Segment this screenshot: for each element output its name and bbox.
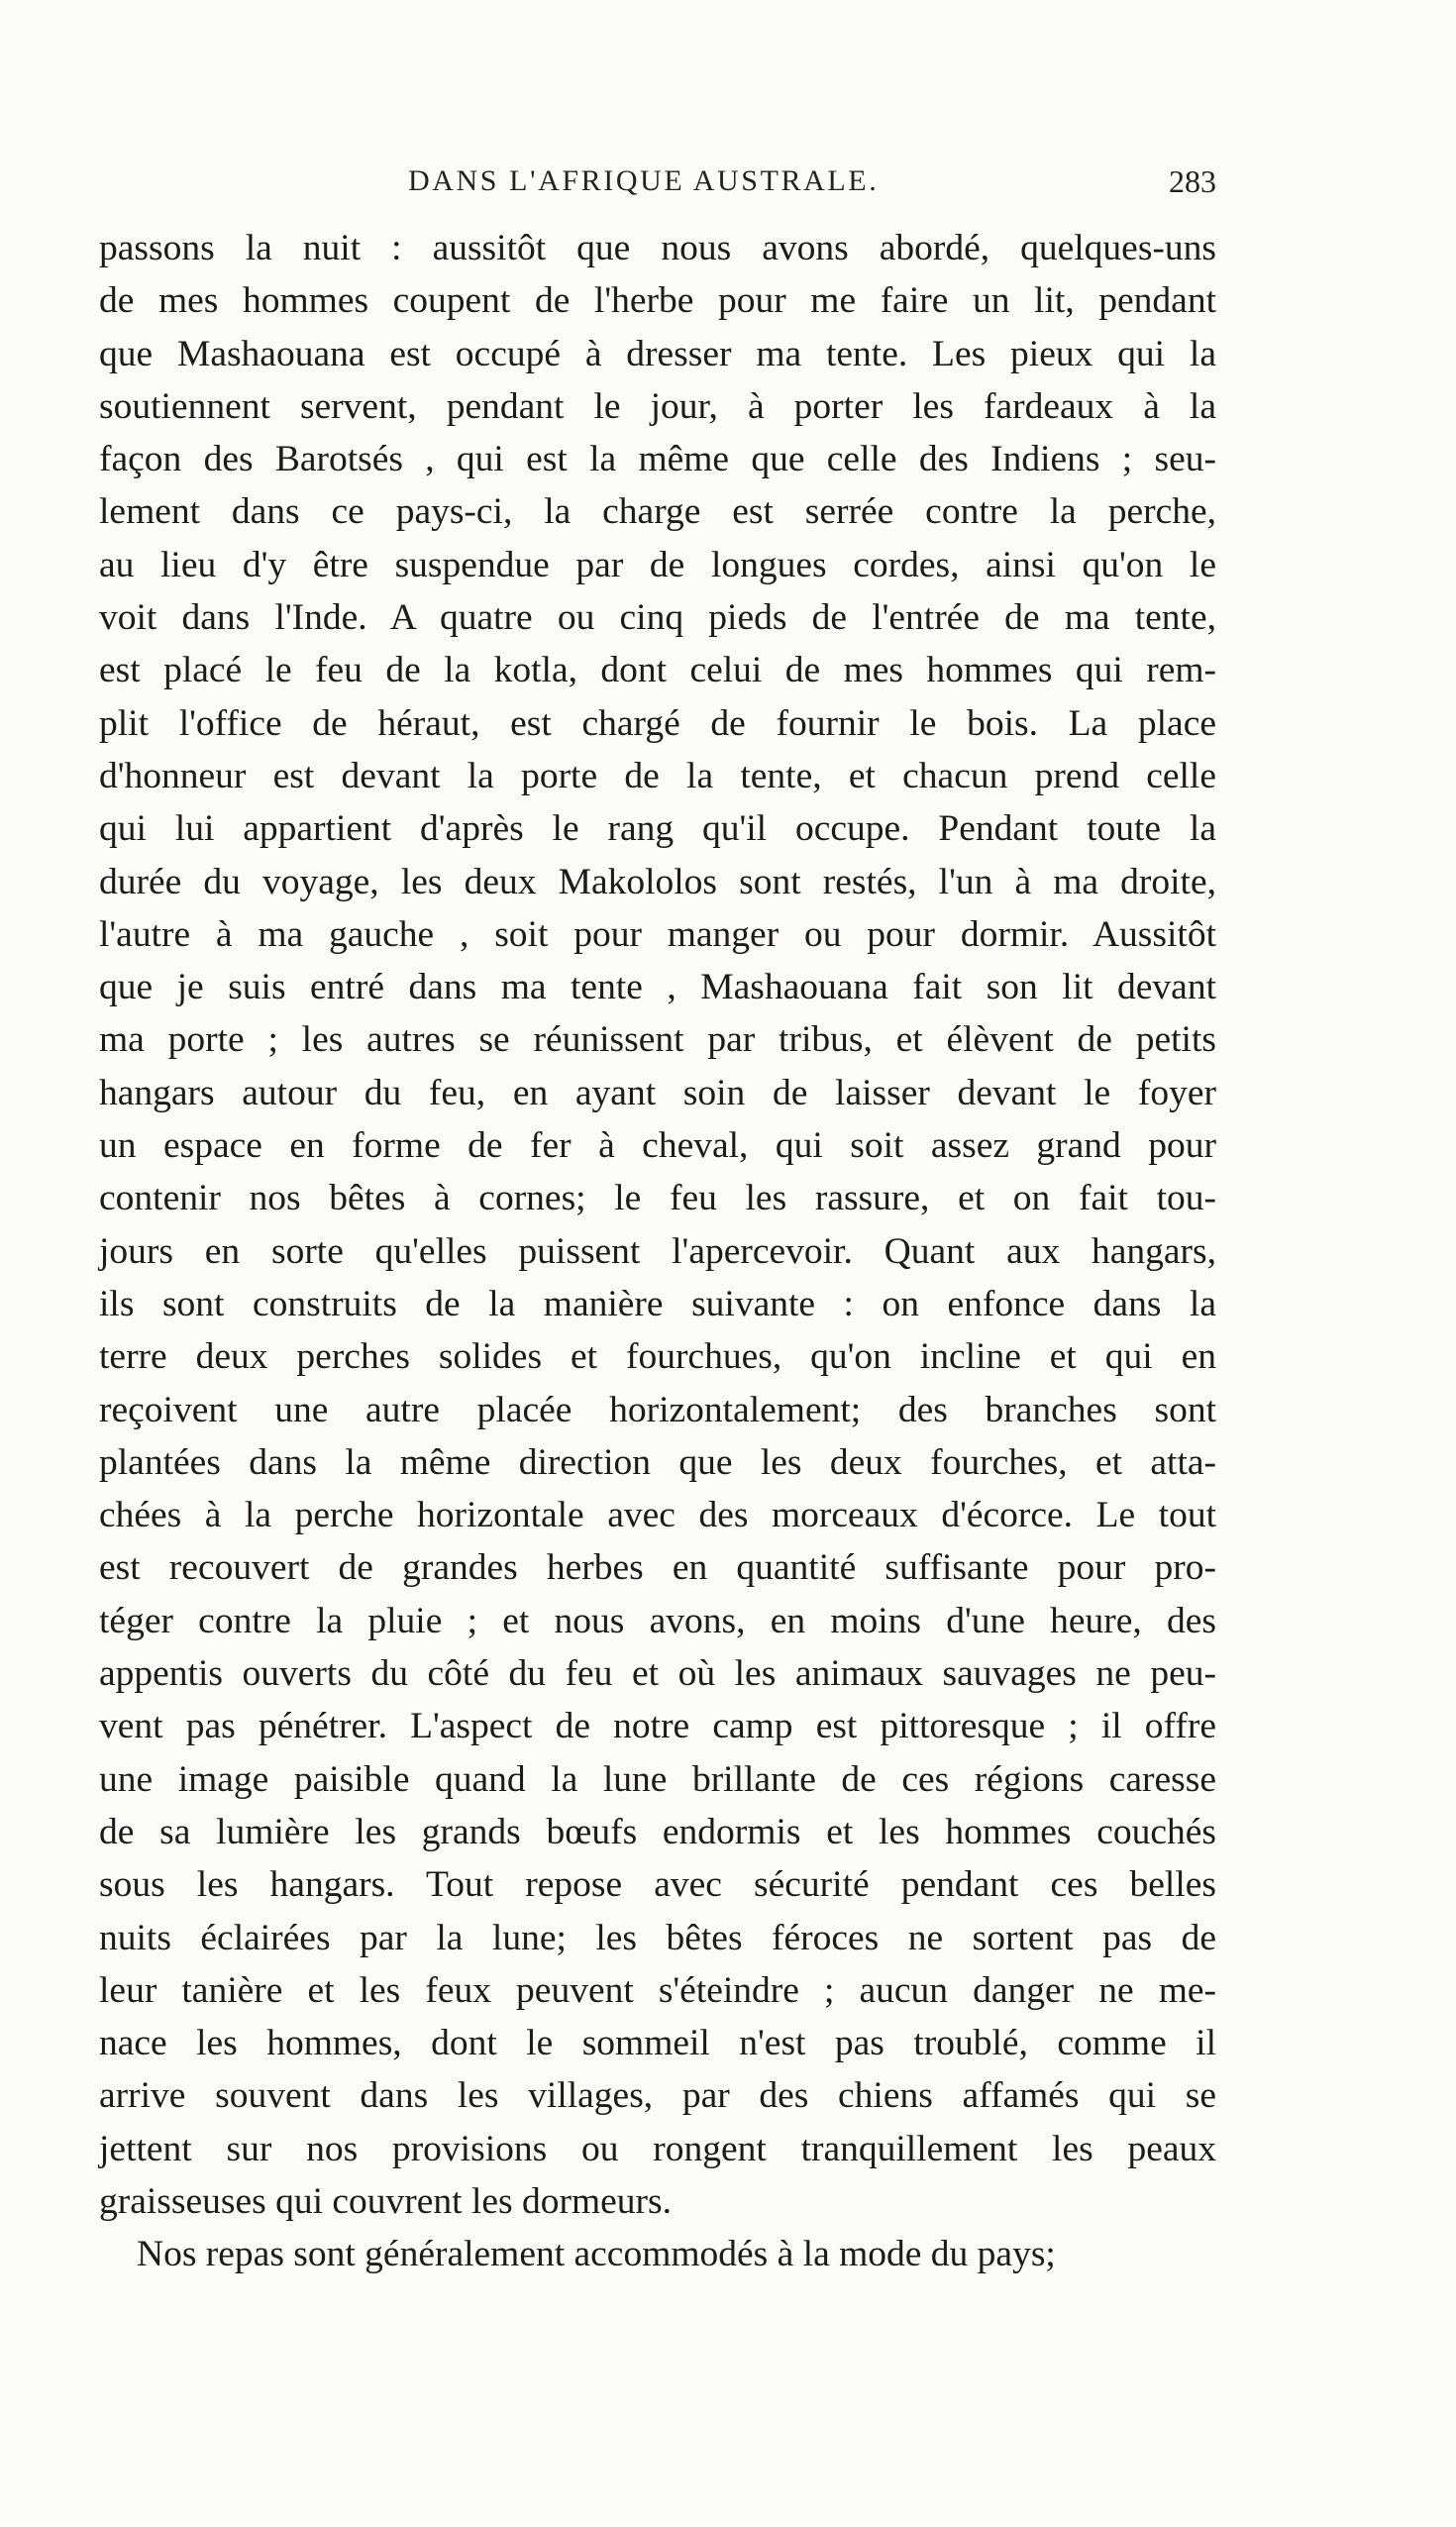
text-line: jettent sur nos provisions ou rongent tranquillement les peaux [99,2128,1216,2169]
text-line: téger contre la pluie ; et nous avons, en moins d'une heure, des [99,1600,1216,1641]
text-line: durée du voyage, les deux Makololos sont restés, l'un à ma droite, [99,861,1216,902]
text-line: reçoivent une autre placée horizontalement; des branches sont [99,1389,1216,1430]
text-line: plantées dans la même direction que les deux fourches, et atta- [99,1441,1216,1483]
text-line-paragraph-start: Nos repas sont généralement accommodés à la mode du pays; [137,2234,1056,2275]
text-line: jours en sorte qu'elles puissent l'apercevoir. Quant aux hangars, [99,1230,1216,1272]
text-line: plit l'office de héraut, est chargé de fournir le bois. La place [99,702,1216,744]
page-number: 283 [1169,163,1216,199]
text-line: l'autre à ma gauche , soit pour manger ou pour dormir. Aussitôt [99,913,1216,955]
text-line: qui lui appartient d'après le rang qu'il occupe. Pendant toute la [99,808,1216,850]
text-line: de mes hommes coupent de l'herbe pour me faire un lit, pendant [99,280,1216,322]
text-line: nuits éclairées par la lune; les bêtes féroces ne sortent pas de [99,1917,1216,1958]
text-line: ils sont construits de la manière suivante : on enfonce dans la [99,1283,1216,1324]
text-line: hangars autour du feu, en ayant soin de laisser devant le foyer [99,1072,1216,1113]
text-line: que Mashaouana est occupé à dresser ma tente. Les pieux qui la [99,333,1216,374]
text-line: voit dans l'Inde. A quatre ou cinq pieds de l'entrée de ma tente, [99,597,1216,639]
text-line: est placé le feu de la kotla, dont celui de mes hommes qui rem- [99,650,1216,691]
text-line: une image paisible quand la lune brillante de ces régions caresse [99,1758,1216,1800]
text-line: façon des Barotsés , qui est la même que celle des Indiens ; seu- [99,439,1216,480]
text-line: leur tanière et les feux peuvent s'éteindre ; aucun danger ne me- [99,1969,1216,2011]
running-head: DANS L'AFRIQUE AUSTRALE. [408,164,880,197]
text-line: appentis ouverts du côté du feu et où les animaux sauvages ne peu- [99,1653,1216,1695]
text-line: ma porte ; les autres se réunissent par tribus, et élèvent de petits [99,1019,1216,1061]
text-line: terre deux perches solides et fourchues, qu'on incline et qui en [99,1336,1216,1378]
text-line: au lieu d'y être suspendue par de longues cordes, ainsi qu'on le [99,544,1216,585]
text-line: lement dans ce pays-ci, la charge est serrée contre la perche, [99,491,1216,533]
text-line: est recouvert de grandes herbes en quantité suffisante pour pro- [99,1547,1216,1589]
text-line: un espace en forme de fer à cheval, qui soit assez grand pour [99,1125,1216,1167]
text-line: vent pas pénétrer. L'aspect de notre camp est pittoresque ; il offre [99,1706,1216,1747]
body-text [99,222,1216,2281]
page-header [99,157,1216,206]
text-line: soutiennent servent, pendant le jour, à porter les fardeaux à la [99,385,1216,427]
text-line-paragraph-end: graisseuses qui couvrent les dormeurs. [99,2180,672,2222]
text-line: nace les hommes, dont le sommeil n'est pas troublé, comme il [99,2023,1216,2064]
text-line: contenir nos bêtes à cornes; le feu les rassure, et on fait tou- [99,1178,1216,1219]
text-line: de sa lumière les grands bœufs endormis et les hommes couchés [99,1811,1216,1852]
text-line: arrive souvent dans les villages, par des chiens affamés qui se [99,2075,1216,2117]
text-line: sous les hangars. Tout repose avec sécurité pendant ces belles [99,1864,1216,1906]
text-line: passons la nuit : aussitôt que nous avons abordé, quelques-uns [99,228,1216,268]
text-line: chées à la perche horizontale avec des morceaux d'écorce. Le tout [99,1495,1216,1536]
text-line: que je suis entré dans ma tente , Mashaouana fait son lit devant [99,967,1216,1008]
text-line: d'honneur est devant la porte de la tente, et chacun prend celle [99,755,1216,796]
